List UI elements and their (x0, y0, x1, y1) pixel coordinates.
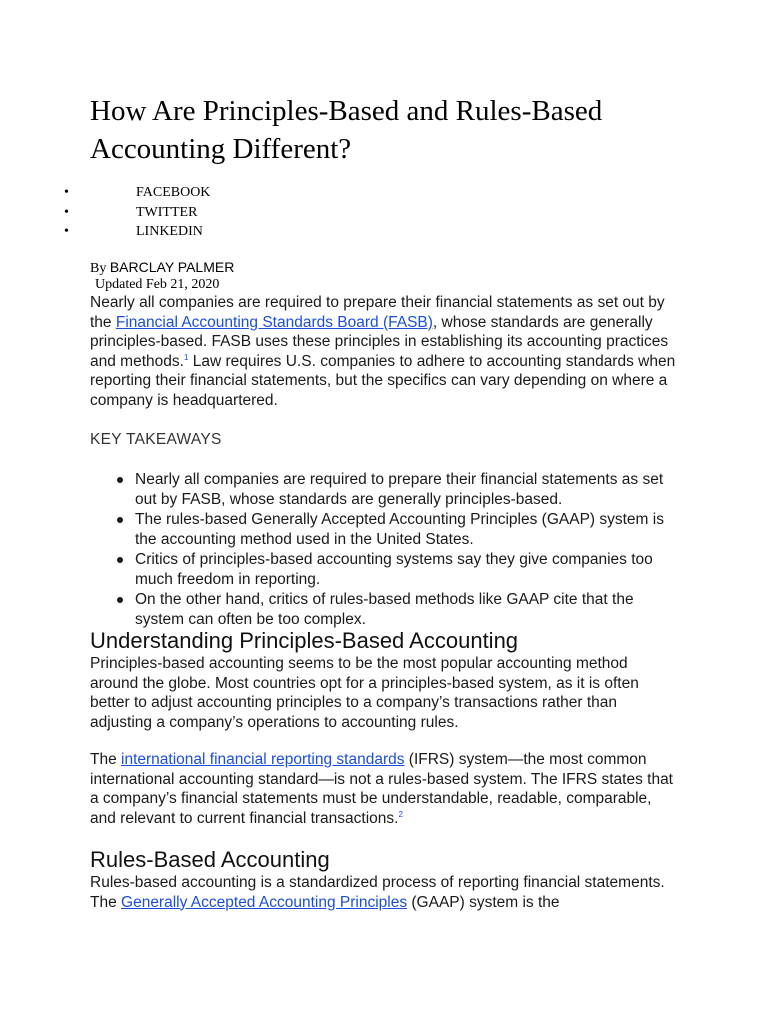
author-name[interactable]: BARCLAY PALMER (109, 259, 235, 275)
rules-text-1: Rules-based accounting is a standardized process of reporting financial statements. The (90, 874, 665, 911)
article-title: How Are Principles-Based and Rules-Based Accounting Different? (90, 95, 603, 165)
intro-text-3: Law requires U.S. companies to adhere to accounting standards when reporting their financial statements, but the specifics can vary depending on where a company is headquartered. (90, 352, 676, 409)
principles-paragraph: Principles-based accounting seems to be the most popular accounting method around the globe. Most countries opt for a principles-based system, as it is often better to adjust accounting principles to a company’s transactions rather than adjusting a company’s operations to accounting rules. (90, 655, 639, 731)
intro-text-1: Nearly all companies are required to prepare their financial statements as set out by the (90, 294, 665, 331)
share-label-twitter[interactable]: TWITTER (136, 204, 198, 220)
updated-date: Updated Feb 21, 2020 (95, 277, 220, 292)
section-heading-rules: Rules-Based Accounting (90, 847, 330, 872)
rules-paragraph (90, 873, 680, 912)
takeaway-item: On the other hand, critics of rules-based methods like GAAP cite that the system can often be too complex. (90, 590, 680, 629)
share-label-facebook[interactable]: FACEBOOK (136, 185, 211, 200)
byline (90, 258, 234, 278)
intro-text-2: , whose standards are generally principles-based. FASB uses these principles in establishing its accounting practices and methods. (90, 313, 669, 370)
intro-paragraph (90, 293, 680, 410)
ifrs-text-2: (IFRS) system—the most common international accounting standard—is not a rules-based system. The IFRS states that a company’s financial statements must be understandable, readable, comparable, and relevant to current financial transactions. (90, 751, 673, 827)
key-takeaways-list (90, 470, 680, 630)
share-label-linkedin[interactable]: LINKEDIN (136, 224, 203, 239)
bullet-icon: • (64, 224, 69, 239)
ifrs-text-1: The (90, 751, 122, 768)
takeaway-item: Critics of principles-based accounting systems say they give companies too much freedom in reporting. (90, 550, 680, 589)
takeaway-item: Nearly all companies are required to prepare their financial statements as set out by FASB, whose standards are generally principles-based. (90, 470, 680, 509)
takeaway-item: The rules-based Generally Accepted Accounting Principles (GAAP) system is the accounting method used in the United States. (90, 510, 680, 549)
citation-2-link[interactable]: 2 (398, 809, 403, 819)
section-heading-principles: Understanding Principles-Based Accounting (90, 628, 519, 653)
fasb-link[interactable]: Financial Accounting Standards Board (FASB) (115, 313, 433, 331)
ifrs-paragraph (90, 750, 680, 828)
key-takeaways-title: KEY TAKEAWAYS (90, 431, 222, 448)
rules-text-2: (GAAP) system is the (407, 893, 560, 911)
bullet-icon: • (64, 204, 69, 220)
bullet-icon: • (64, 185, 69, 200)
gaap-link[interactable]: Generally Accepted Accounting Principles (121, 893, 408, 911)
ifrs-link[interactable]: international financial reporting standards (121, 751, 405, 768)
byline-prefix: By (90, 261, 107, 276)
citation-1-link[interactable]: 1 (183, 352, 189, 362)
